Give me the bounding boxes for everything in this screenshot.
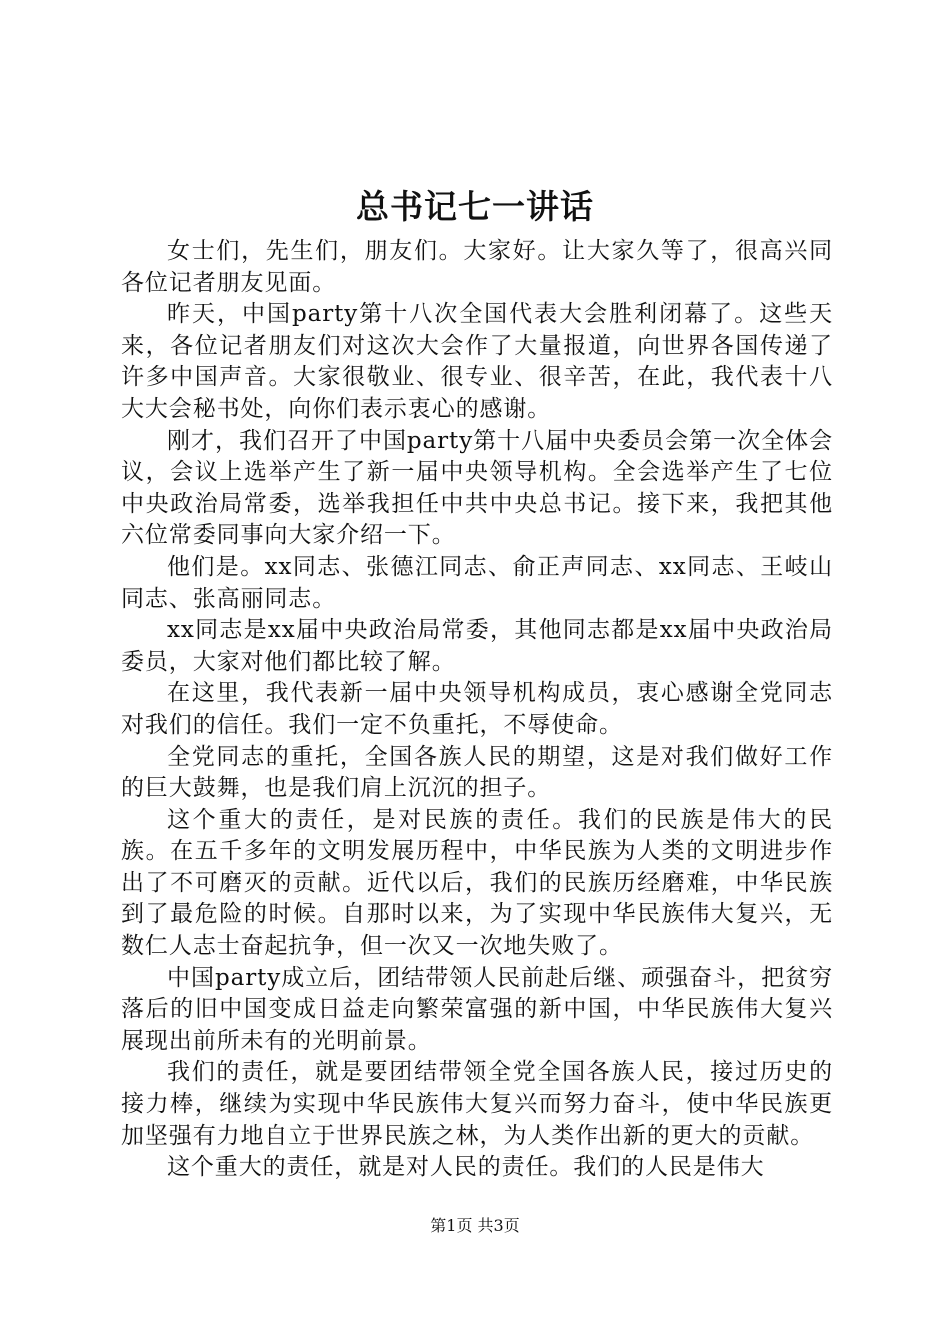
paragraph: 他们是。xx同志、张德江同志、俞正声同志、xx同志、王岐山同志、张高丽同志。 <box>121 553 833 612</box>
paragraph: 这个重大的责任，就是对人民的责任。我们的人民是伟大 <box>167 1154 765 1181</box>
paragraph: xx同志是xx届中央政治局常委，其他同志都是xx届中央政治局委员，大家对他们都比较了解。 <box>121 617 833 675</box>
paragraph: 昨天，中国party第十八次全国代表大会胜利闭幕了。这些天来，各位记者朋友们对这次大会作了大量报道，向世界各国传递了许多中国声音。大家很敬业、很专业、很辛苦，在此，我代表十八大大会秘书处，向你们表示衷心的感谢。 <box>121 301 833 422</box>
paragraph: 在这里，我代表新一届中央领导机构成员，衷心感谢全党同志对我们的信任。我们一定不负重托，不辱使命。 <box>121 680 833 738</box>
document-title: 总书记七一讲话 <box>356 187 594 226</box>
paragraph: 女士们，先生们，朋友们。大家好。让大家久等了，很高兴同各位记者朋友见面。 <box>121 238 833 296</box>
paragraph: 我们的责任，就是要团结带领全党全国各族人民，接过历史的接力棒，继续为实现中华民族伟大复兴而努力奋斗，使中华民族更加坚强有力地自立于世界民族之林，为人类作出新的更大的贡献。 <box>121 1059 833 1149</box>
paragraph: 中国party成立后，团结带领人民前赴后继、顽强奋斗，把贫穷落后的旧中国变成日益走向繁荣富强的新中国，中华民族伟大复兴展现出前所未有的光明前景。 <box>121 964 833 1054</box>
paragraph: 这个重大的责任，是对民族的责任。我们的民族是伟大的民族。在五千多年的文明发展历程中，中华民族为人类的文明进步作出了不可磨灭的贡献。近代以后，我们的民族历经磨难，中华民族到了最危险的时候。自那时以来，为了实现中华民族伟大复兴，无数仁人志士奋起抗争，但一次又一次地失败了。 <box>121 806 833 960</box>
paragraph: 刚才，我们召开了中国party第十八届中央委员会第一次全体会议，会议上选举产生了新一届中央领导机构。全会选举产生了七位中央政治局常委，选举我担任中共中央总书记。接下来，我把其他六位常委同事向大家介绍一下。 <box>121 427 833 549</box>
document-body <box>121 236 833 1184</box>
page-footer: 第1页 共3页 <box>430 1216 520 1235</box>
paragraph: 全党同志的重托，全国各族人民的期望，这是对我们做好工作的巨大鼓舞，也是我们肩上沉沉的担子。 <box>121 743 833 802</box>
